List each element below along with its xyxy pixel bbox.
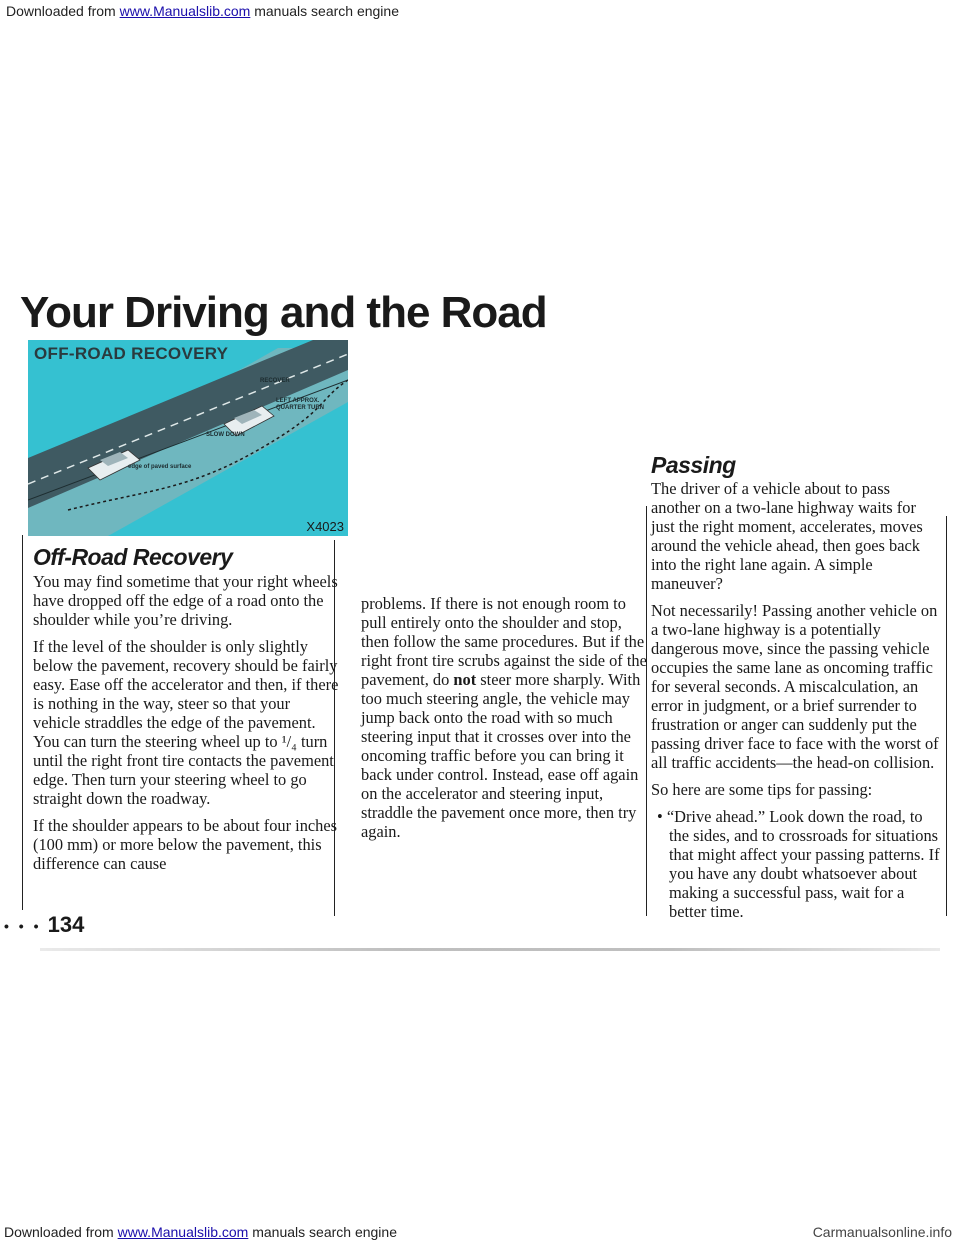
figure-label: OFF-ROAD RECOVERY [34,344,229,363]
off-road-column-1 [33,572,339,881]
passing-paragraph-1: The driver of a vehicle about to pass another on a two-lane highway waits for just the right moment, accelerates, moves around the vehicle ahead, then goes back into the right lane again. A simple maneuver? [651,479,923,593]
paragraph-4-start: problems. If there is not enough room to pull entirely onto the shoulder and stop, then follow the same procedures. But if the right front tire scrubs against the side of the pavement, do [361,594,647,689]
header-prefix: Downloaded from [6,3,120,19]
off-road-paragraph-4 [361,594,651,841]
footer-suffix: manuals search engine [248,1224,397,1240]
passing-tip: • “Drive ahead.” Look down the road, to the sides, and to crossroads for situations that might affect your passing patterns. If you have any doubt whatsoever about making a successful pass, wait for a better time. [651,807,941,921]
figure-code: X4023 [306,519,344,534]
page-number [4,912,84,938]
manualslib-link[interactable]: www.Manualslib.com [119,3,251,19]
emphasis-not: not [453,670,477,689]
annotation-left-turn: LEFT APPROX. QUARTER TURN [276,398,324,411]
passing-paragraph-2: Not necessarily! Passing another vehicle on a two-lane highway is a potentially dangerous move, since the passing vehicle occupies the same lane as oncoming traffic for several seconds. A miscalculation, an error in judgment, or a brief surrender to frustration or anger can suddenly put the passing driver face to face with the worst of all traffic accidents—the head-on collision. [651,601,939,772]
annotation-slow-down: SLOW DOWN [206,432,245,438]
page-number-value: 134 [47,912,85,937]
far-right-margin-rule [946,516,947,916]
passing-tips-list [651,807,941,921]
footer-prefix: Downloaded from [4,1224,118,1240]
annotation-edge: edge of paved surface [128,464,192,470]
passing-paragraph-3: So here are some tips for passing: [651,780,873,799]
download-footer [0,1222,960,1242]
bottom-rule [40,948,940,951]
off-road-paragraph-3: If the shoulder appears to be about four inches (100 mm) or more below the pavement, this difference can cause [33,816,338,873]
passing-column [651,479,941,921]
off-road-column-2 [361,594,651,849]
watermark: Carmanualsonline.info [812,1224,952,1240]
footer-manualslib-link[interactable]: www.Manualslib.com [117,1224,249,1240]
annotation-recover: RECOVER [260,378,290,384]
off-road-recovery-heading: Off-Road Recovery [33,544,233,570]
page-number-dots: • • • [4,918,42,935]
road-illustration [28,340,348,536]
off-road-paragraph-2: If the level of the shoulder is only slightly below the pavement, recovery should be fairly easy. Ease off the accelerator and then, if there is nothing in the way, steer so that your vehicle straddles the edge of the pavement. You can turn the steering wheel up to ¹/₄ turn until the right front tire contacts the pavement edge. Then turn your steering wheel to go straight down the roadway. [33,637,339,808]
paragraph-4-end: steer more sharply. With too much steering angle, the vehicle may jump back onto the road with so much steering input that it crosses over into the oncoming traffic before you can bring it back under control. Instead, ease off again on the accelerator and steering input, straddle the pavement once more, then try again. [361,670,641,841]
header-suffix: manuals search engine [250,3,399,19]
off-road-recovery-figure [28,340,348,536]
off-road-paragraph-1: You may find sometime that your right wheels have dropped off the edge of a road onto the shoulder while you’re driving. [33,572,338,629]
footer-source [4,1222,397,1242]
page-title: Your Driving and the Road [20,288,547,337]
download-header [0,0,960,22]
passing-heading: Passing [651,452,736,478]
left-margin-rule [22,535,23,910]
